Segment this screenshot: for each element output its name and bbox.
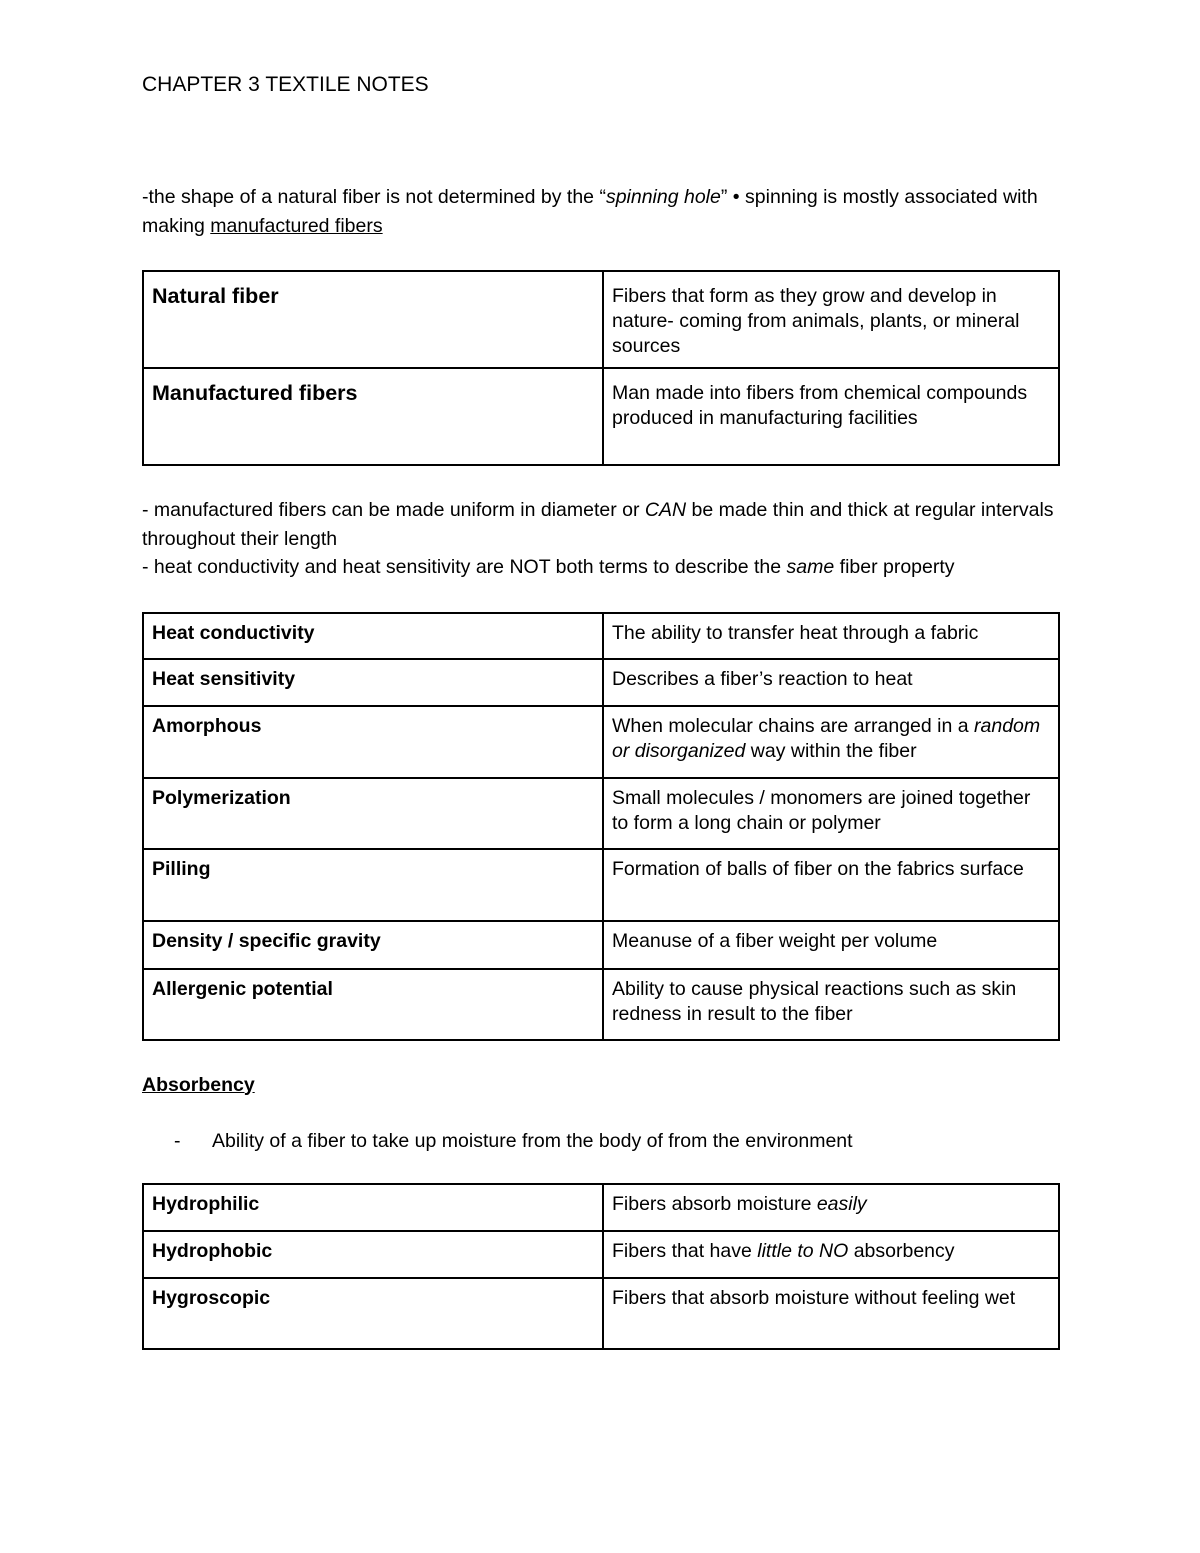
bullet-text: Ability of a fiber to take up moisture from the body of from the environment xyxy=(212,1129,853,1152)
definition-cell: Meanuse of a fiber weight per volume xyxy=(603,921,1059,969)
term-cell: Hydrophobic xyxy=(143,1231,603,1278)
definition-cell: Fibers that absorb moisture without feeling wet xyxy=(603,1278,1059,1349)
table-row xyxy=(143,613,1059,659)
term-cell: Natural fiber xyxy=(143,271,603,368)
definition-text: Fibers absorb moisture xyxy=(612,1192,817,1215)
notes-line1-b: be made thin and thick at regular intervals throughout their length xyxy=(142,499,1054,550)
term-cell: Allergenic potential xyxy=(143,969,603,1040)
absorbency-table xyxy=(142,1183,1060,1350)
definition-italic: random or disorganized xyxy=(612,714,1041,762)
definition-cell xyxy=(603,706,1059,778)
definition-text: When molecular chains are arranged in a xyxy=(612,714,975,737)
table-row xyxy=(143,969,1059,1040)
definition-text: absorbency xyxy=(848,1239,955,1262)
term-cell: Amorphous xyxy=(143,706,603,778)
absorbency-heading-text: Absorbency xyxy=(142,1073,255,1096)
intro-italic: spinning hole xyxy=(605,186,721,208)
table-row xyxy=(143,659,1059,706)
document-page xyxy=(142,70,1060,1350)
term-cell: Heat conductivity xyxy=(143,613,603,659)
term-cell: Pilling xyxy=(143,849,603,921)
intro-text-2: ” • spinning is mostly associated with making xyxy=(142,186,1038,237)
term-cell: Hygroscopic xyxy=(143,1278,603,1349)
definition-cell: Small molecules / monomers are joined together to form a long chain or polymer xyxy=(603,778,1059,849)
term-cell: Density / specific gravity xyxy=(143,921,603,969)
definition-cell: Formation of balls of fiber on the fabrics surface xyxy=(603,849,1059,921)
intro-underlined: manufactured fibers xyxy=(210,214,383,237)
term-cell: Polymerization xyxy=(143,778,603,849)
notes-line1-a: - manufactured fibers can be made uniform in diameter or xyxy=(142,499,645,521)
notes-line2-italic: same xyxy=(786,556,835,578)
term-cell: Hydrophilic xyxy=(143,1184,603,1231)
notes-paragraph xyxy=(142,496,1060,582)
table-row xyxy=(143,1231,1059,1278)
table-row xyxy=(143,1184,1059,1231)
definition-italic: little to NO xyxy=(757,1239,849,1262)
document-title: CHAPTER 3 TEXTILE NOTES xyxy=(142,73,429,96)
definition-italic: easily xyxy=(816,1192,867,1215)
notes-line2-a: - heat conductivity and heat sensitivity are NOT both terms to describe the xyxy=(142,556,787,578)
definition-cell: The ability to transfer heat through a fabric xyxy=(603,613,1059,659)
notes-line2-b: fiber property xyxy=(834,556,955,578)
fiber-types-table xyxy=(142,270,1060,466)
term-cell: Heat sensitivity xyxy=(143,659,603,706)
table-row xyxy=(143,368,1059,465)
definition-text: Fibers that have xyxy=(612,1239,758,1262)
absorbency-heading xyxy=(142,1071,1060,1099)
table-row xyxy=(143,849,1059,921)
intro-text-1: -the shape of a natural fiber is not determined by the “ xyxy=(142,186,606,208)
definition-cell xyxy=(603,1231,1059,1278)
definition-cell: Man made into fibers from chemical compounds produced in manufacturing facilities xyxy=(603,368,1059,465)
intro-paragraph xyxy=(142,183,1060,240)
table-row xyxy=(143,778,1059,849)
definition-cell: Fibers that form as they grow and develop in nature- coming from animals, plants, or mineral sources xyxy=(603,271,1059,368)
table-row xyxy=(143,1278,1059,1349)
definition-cell: Describes a fiber’s reaction to heat xyxy=(603,659,1059,706)
bullet-marker: - xyxy=(174,1129,181,1152)
definition-cell xyxy=(603,1184,1059,1231)
table-row xyxy=(143,271,1059,368)
term-cell: Manufactured fibers xyxy=(143,368,603,465)
table-row xyxy=(143,921,1059,969)
table-row xyxy=(143,706,1059,778)
definition-text: way within the fiber xyxy=(745,739,917,762)
notes-line1-italic: CAN xyxy=(644,499,687,521)
absorbency-bullet xyxy=(142,1127,1060,1155)
fiber-properties-table xyxy=(142,612,1060,1041)
definition-cell: Ability to cause physical reactions such as skin redness in result to the fiber xyxy=(603,969,1059,1040)
